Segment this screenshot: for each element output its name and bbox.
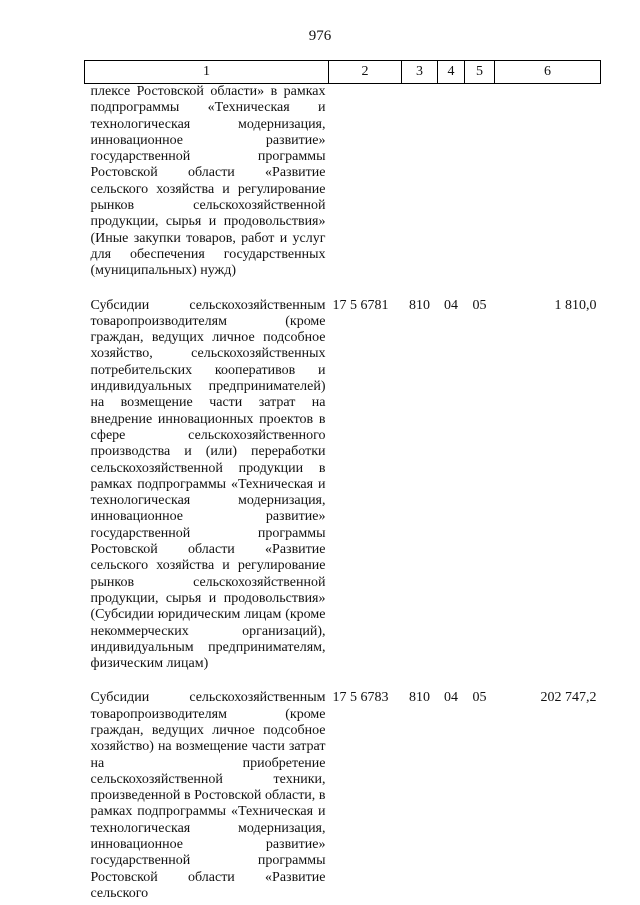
budget-table	[84, 60, 601, 902]
column-header-2: 2	[329, 61, 402, 84]
table-row	[85, 84, 601, 280]
row-description: Субсидии сельскохозяйственным товаропроизводителям (кроме граждан, ведущих личное подсобное хозяйство, сельскохозяйственных потребительских кооперативов и индивидуальных предпринимателей) на возмещение части затрат на внедрение инновационных проектов в сфере сельскохозяйственного производства и (или) переработки сельскохозяйственной продукции в рамках подпрограммы «Техническая и технологическая модернизация, инновационное развитие» государственной программы Ростовской области «Развитие сельского хозяйства и регулирование рынков сельскохозяйственной продукции, сырья и продовольствия» (Субсидии юридическим лицам (кроме некоммерческих организаций), индивидуальным предпринимателям, физическим лицам)	[90, 297, 326, 672]
row-expense-type: 810	[409, 297, 430, 313]
table-row	[85, 690, 601, 902]
row-subsection: 05	[472, 297, 487, 313]
row-subsection	[465, 84, 495, 280]
row-amount: 202 747,2	[540, 690, 597, 706]
column-header-4: 4	[438, 61, 465, 84]
column-header-6: 6	[495, 61, 601, 84]
row-target-code	[329, 84, 402, 280]
row-amount	[495, 84, 601, 280]
row-amount: 1 810,0	[554, 297, 597, 313]
table-row	[85, 298, 601, 673]
column-header-1: 1	[85, 61, 329, 84]
row-spacer	[85, 672, 601, 690]
row-target-code: 17 5 6783	[332, 690, 389, 706]
page-number: 976	[308, 28, 332, 44]
row-target-code: 17 5 6781	[332, 297, 389, 313]
column-header-5: 5	[465, 61, 495, 84]
row-section: 04	[444, 297, 458, 313]
row-subsection: 05	[472, 690, 487, 706]
row-expense-type	[402, 84, 438, 280]
row-spacer	[85, 280, 601, 298]
row-description: плексе Ростовской области» в рамках подпрограммы «Техническая и технологическая модернизация, инновационное развитие» государственной программы Ростовской области «Развитие сельского хозяйства и регулирование рынков сельскохозяйственной продукции, сырья и продовольствия» (Иные закупки товаров, работ и услуг для обеспечения государственных (муниципальных) нужд)	[90, 84, 326, 279]
row-section: 04	[444, 690, 458, 706]
row-section	[438, 84, 465, 280]
table-header	[85, 61, 601, 84]
row-expense-type: 810	[409, 690, 430, 706]
column-header-3: 3	[402, 61, 438, 84]
row-description: Субсидии сельскохозяйственным товаропроизводителям (кроме граждан, ведущих личное подсобное хозяйство) на возмещение части затрат на приобретение сельскохозяйственной техники, произведенной в Ростовской области, в рамках подпрограммы «Техническая и технологическая модернизация, инновационное развитие» государственной программы Ростовской области «Развитие сельского	[90, 690, 326, 901]
table-body	[85, 84, 601, 903]
